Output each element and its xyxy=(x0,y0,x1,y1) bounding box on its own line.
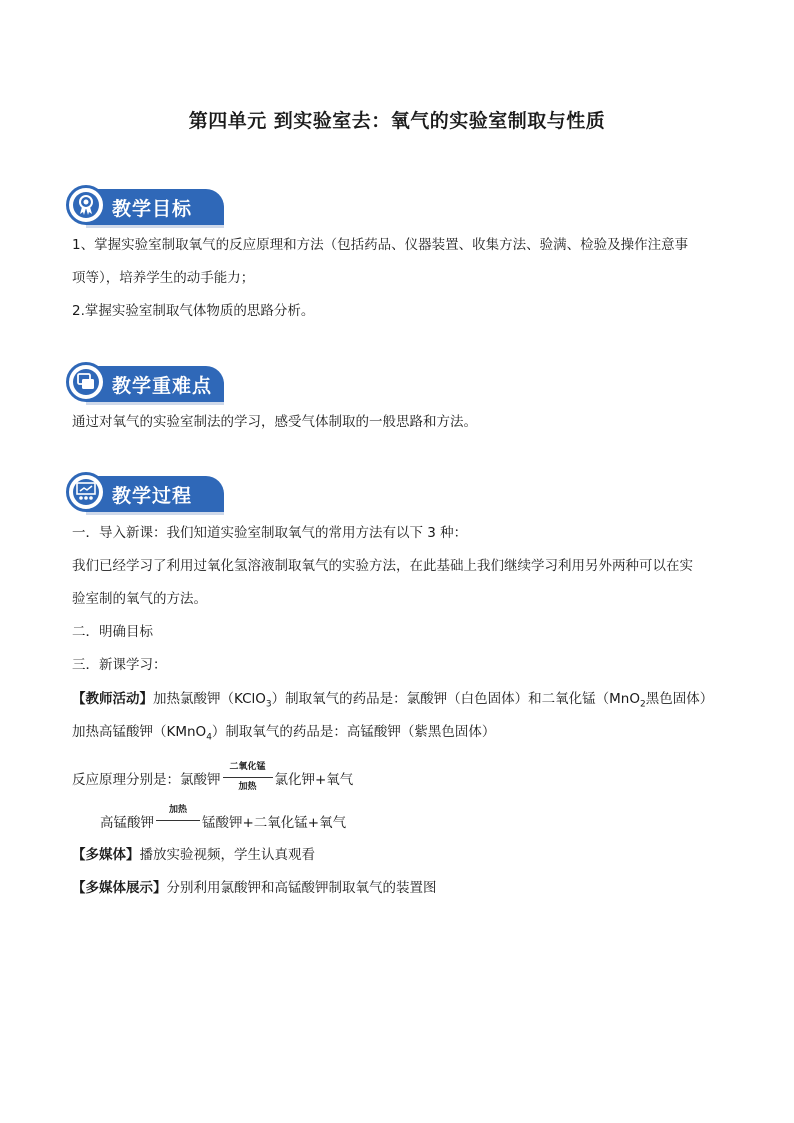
goal-item-1-continued: 项等），培养学生的动手能力； xyxy=(72,270,255,286)
teacher-activity-tag: 【教师活动】 xyxy=(72,691,153,707)
key-points-text: 通过对氧气的实验室制法的学习，感受气体制取的一般思路和方法。 xyxy=(72,414,477,430)
goal-item-1: 1、掌握实验室制取氧气的反应原理和方法（包括药品、仪器装置、收集方法、验满、检验及操作注意事 xyxy=(72,237,689,253)
section-header-key-points xyxy=(66,362,226,404)
process-paragraph-line-2: 验室制的氧气的方法。 xyxy=(72,591,207,607)
section-header-process xyxy=(66,472,226,514)
multimedia-line-2: 【多媒体展示】分别利用氯酸钾和高锰酸钾制取氧气的装置图 xyxy=(72,880,437,896)
teacher-activity-line: 【教师活动】加热氯酸钾（KClO$_3$）制取氧气的药品是：氯酸钾（白色固体）和二氧化锰（MnO$_2$黑色固体） xyxy=(72,691,714,710)
reaction-principle-2: 高锰酸钾 加热 锰酸钾+二氧化锰+氧气 xyxy=(100,805,347,831)
stacked-cards-icon xyxy=(73,369,99,395)
process-goal-heading: 二．明确目标 xyxy=(72,624,153,640)
process-intro: 一．导入新课：我们知道实验室制取氧气的常用方法有以下 3 种： xyxy=(72,525,468,541)
reaction-condition-1: 二氧化锰 加热 xyxy=(223,772,273,786)
reaction-principle-1: 反应原理分别是：氯酸钾 二氧化锰 加热 氯化钾+氧气 xyxy=(72,762,354,792)
process-new-lesson-heading: 三．新课学习： xyxy=(72,657,167,673)
process-paragraph-line-1: 我们已经学习了利用过氧化氢溶液制取氧气的实验方法，在此基础上我们继续学习利用另外两种可以在实 xyxy=(72,558,693,574)
reaction-condition-2: 加热 xyxy=(156,815,200,829)
multimedia-line-1: 【多媒体】播放实验视频，学生认真观看 xyxy=(72,847,315,863)
presentation-board-icon xyxy=(73,479,99,505)
section-title-goals: 教学目标 xyxy=(112,198,193,220)
kmno4-line: 加热高锰酸钾（KMnO$_4$）制取氧气的药品是：高锰酸钾（紫黑色固体） xyxy=(72,724,496,743)
goal-item-2: 2.掌握实验室制取气体物质的思路分析。 xyxy=(72,303,315,319)
section-header-goals xyxy=(66,185,226,227)
section-title-process: 教学过程 xyxy=(112,485,193,507)
page-title: 第四单元 到实验室去：氧气的实验室制取与性质 xyxy=(188,110,606,132)
award-ribbon-icon xyxy=(73,192,99,218)
section-title-key-points: 教学重难点 xyxy=(112,375,213,397)
